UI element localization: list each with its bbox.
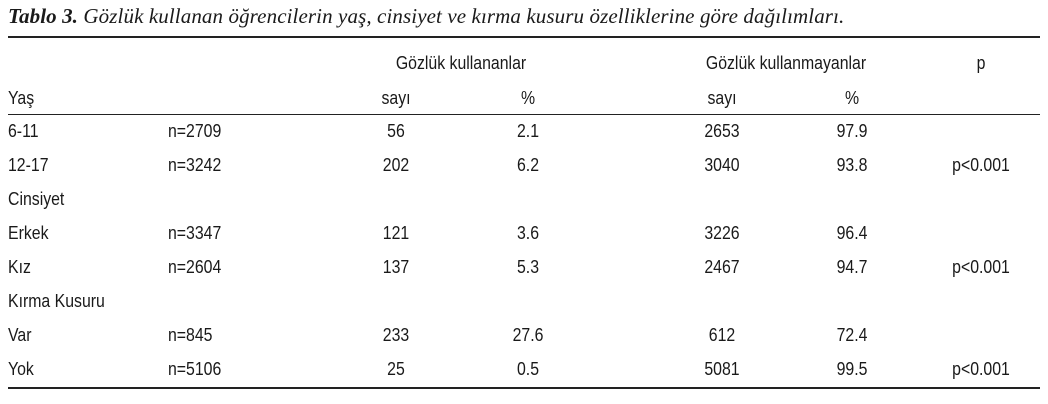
row-percent-nonusers: 99.5 — [836, 359, 868, 379]
row-percent-users: 0.5 — [516, 359, 540, 379]
header-age: Yaş — [8, 88, 35, 108]
row-label: Kız — [8, 257, 31, 277]
row-percent-users: 2.1 — [516, 121, 540, 141]
header-percent-nonusers: % — [844, 88, 860, 108]
table-caption — [8, 4, 844, 29]
table-caption-label: Tablo 3. — [8, 4, 79, 28]
row-count-nonusers: 5081 — [704, 359, 740, 379]
row-label: 6-11 — [8, 121, 39, 141]
table-header-rule — [8, 114, 1040, 115]
row-count-users: 56 — [387, 121, 405, 141]
row-count-users: 25 — [387, 359, 405, 379]
row-count-nonusers: 2653 — [704, 121, 740, 141]
row-label: Erkek — [8, 223, 49, 243]
row-label: Cinsiyet — [8, 189, 65, 209]
header-percent-users: % — [520, 88, 536, 108]
row-p-value: p<0.001 — [952, 155, 1010, 175]
row-count-users: 202 — [382, 155, 410, 175]
row-sample-size: n=2709 — [168, 121, 222, 141]
row-label: Kırma Kusuru — [8, 291, 105, 311]
row-percent-users: 27.6 — [512, 325, 544, 345]
row-percent-users: 3.6 — [516, 223, 540, 243]
row-percent-nonusers: 72.4 — [836, 325, 868, 345]
header-p-value: p — [976, 53, 986, 73]
row-count-nonusers: 612 — [708, 325, 736, 345]
header-count-users: sayı — [381, 88, 411, 108]
row-sample-size: n=3242 — [168, 155, 222, 175]
row-percent-users: 6.2 — [516, 155, 540, 175]
row-label: 12-17 — [8, 155, 49, 175]
row-percent-nonusers: 97.9 — [836, 121, 868, 141]
row-percent-nonusers: 96.4 — [836, 223, 868, 243]
row-percent-nonusers: 94.7 — [836, 257, 868, 277]
row-count-users: 137 — [382, 257, 410, 277]
row-count-nonusers: 2467 — [704, 257, 740, 277]
row-sample-size: n=845 — [168, 325, 213, 345]
row-p-value: p<0.001 — [952, 257, 1010, 277]
row-count-nonusers: 3226 — [704, 223, 740, 243]
row-count-users: 121 — [382, 223, 410, 243]
row-label: Yok — [8, 359, 34, 379]
row-percent-nonusers: 93.8 — [836, 155, 868, 175]
row-count-users: 233 — [382, 325, 410, 345]
header-count-nonusers: sayı — [707, 88, 737, 108]
table-bottom-rule — [8, 387, 1040, 389]
row-sample-size: n=3347 — [168, 223, 222, 243]
row-p-value: p<0.001 — [952, 359, 1010, 379]
table-caption-text: Gözlük kullanan öğrencilerin yaş, cinsiyet ve kırma kusuru özelliklerine göre dağılımları. — [78, 4, 845, 28]
header-nonusers-group: Gözlük kullanmayanlar — [705, 53, 867, 73]
row-label: Var — [8, 325, 32, 345]
row-sample-size: n=2604 — [168, 257, 222, 277]
row-count-nonusers: 3040 — [704, 155, 740, 175]
row-percent-users: 5.3 — [516, 257, 540, 277]
table-top-rule — [8, 36, 1040, 38]
header-users-group: Gözlük kullananlar — [395, 53, 527, 73]
row-sample-size: n=5106 — [168, 359, 222, 379]
